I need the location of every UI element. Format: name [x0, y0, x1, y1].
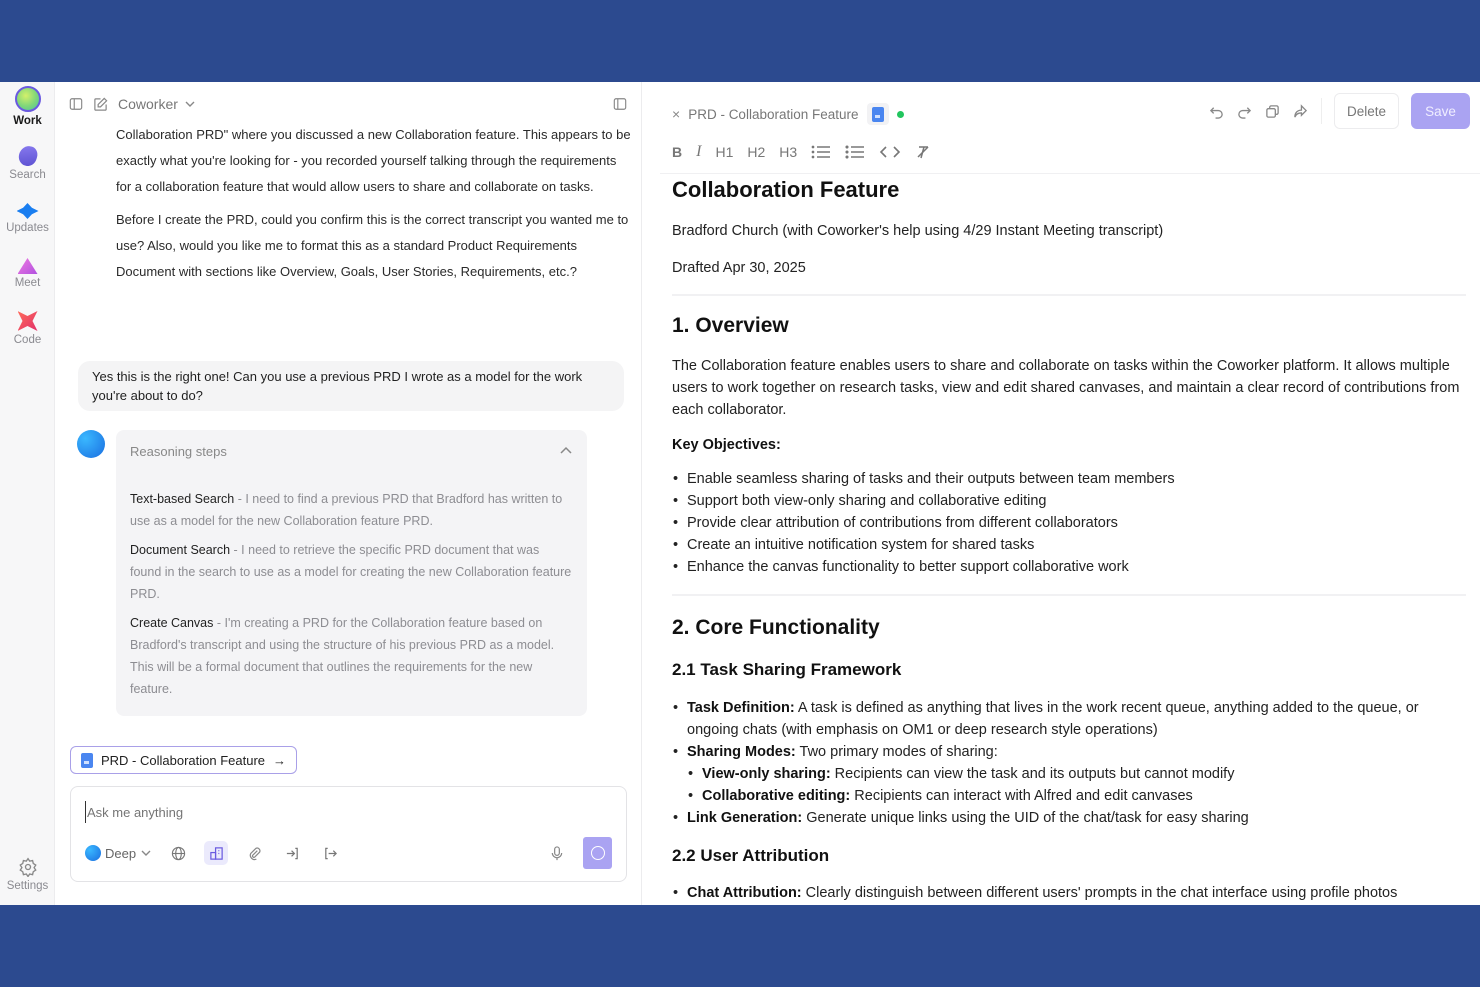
- heading1-button[interactable]: H1: [715, 144, 734, 160]
- section-divider: [672, 294, 1466, 296]
- objectives-list: [672, 468, 1466, 578]
- assistant-message: [116, 122, 631, 292]
- deep-mode-orb-icon: [85, 845, 101, 861]
- sign-in-icon: [285, 846, 300, 861]
- sync-status-dot: [897, 111, 904, 118]
- agent-name: Coworker: [118, 96, 178, 112]
- arrow-right-icon: →: [273, 752, 287, 768]
- document-title: Collaboration Feature: [672, 177, 900, 202]
- key-objectives-label: Key Objectives:: [672, 437, 781, 453]
- list-item: [672, 882, 1466, 904]
- undo-icon[interactable]: [1209, 103, 1225, 119]
- section-heading-core: 2. Core Functionality: [672, 616, 880, 639]
- document-actions: [1209, 93, 1470, 129]
- formatting-toolbar: [672, 140, 931, 164]
- code-button[interactable]: [879, 145, 901, 159]
- doc-chip-label: PRD - Collaboration Feature: [101, 752, 266, 768]
- definition: Recipients can view the task and its outputs but cannot modify: [830, 766, 1235, 782]
- clear-format-icon: [915, 144, 931, 160]
- updates-star-icon: [17, 203, 39, 219]
- drafted-date: Drafted Apr 30, 2025: [672, 260, 806, 276]
- rail-item-updates[interactable]: [0, 203, 55, 234]
- new-chat-edit-icon[interactable]: [93, 97, 108, 112]
- step-name: Create Canvas: [130, 616, 214, 630]
- task-sharing-list: [672, 697, 1466, 829]
- send-circle-icon: [591, 846, 605, 860]
- reasoning-toggle[interactable]: [130, 442, 573, 460]
- definition: Recipients can interact with Alfred and edit canvases: [850, 788, 1193, 804]
- step-text: - I need to retrieve the specific PRD document that was found in the search to use as a model for creating the new Collaboration feature PRD.: [130, 543, 572, 601]
- voice-input-button[interactable]: [545, 841, 569, 865]
- overview-paragraph: The Collaboration feature enables users to share and collaborate on tasks within the Coworker platform. It allows multiple users to work together on research tasks, view and edit shared canvases, and maintain a clear record of contributions from each collaborator.: [672, 358, 1460, 418]
- attach-button[interactable]: [242, 841, 266, 865]
- panel-layout-icon[interactable]: [613, 97, 627, 111]
- copy-icon[interactable]: [1265, 103, 1281, 119]
- assistant-avatar: [77, 430, 105, 458]
- globe-icon: [171, 846, 186, 861]
- bold-button[interactable]: B: [672, 144, 683, 160]
- import-button[interactable]: [280, 841, 304, 865]
- attribution-list: [672, 882, 1466, 904]
- ordered-list-button[interactable]: [845, 144, 865, 160]
- google-doc-icon: [872, 107, 884, 122]
- redo-icon[interactable]: [1237, 103, 1253, 119]
- term: Task Definition:: [687, 700, 795, 716]
- document-canvas-panel: [642, 82, 1480, 905]
- list-item: • Enhance the canvas functionality to better support collaborative work: [672, 556, 1466, 578]
- google-doc-button[interactable]: [867, 103, 889, 125]
- chevron-down-icon: [140, 847, 152, 859]
- code-brackets-icon: [879, 145, 901, 159]
- chat-header: [69, 94, 627, 114]
- agent-selector[interactable]: [118, 96, 196, 112]
- reasoning-steps-panel: [116, 430, 587, 716]
- save-button[interactable]: Save: [1411, 93, 1470, 129]
- rail-item-label: Code: [13, 334, 42, 346]
- bullet-list-button[interactable]: [811, 144, 831, 160]
- document-body[interactable]: [672, 175, 1466, 905]
- clear-format-button[interactable]: [915, 144, 931, 160]
- rail-item-settings[interactable]: [0, 857, 55, 892]
- mode-label: Deep: [105, 845, 137, 861]
- subsection-heading: 2.2 User Attribution: [672, 846, 830, 865]
- message-composer: [70, 786, 627, 882]
- company-data-toggle[interactable]: [204, 841, 228, 865]
- video-frame-top-band: [0, 0, 1480, 82]
- toolbar-divider: [660, 173, 1480, 174]
- microphone-icon: [550, 846, 564, 861]
- reasoning-step: [130, 488, 573, 532]
- section-heading-overview: 1. Overview: [672, 314, 789, 337]
- paperclip-icon: [247, 846, 262, 861]
- list-item: [672, 741, 1466, 763]
- send-button[interactable]: [583, 837, 612, 869]
- assistant-paragraph: Collaboration PRD" where you discussed a new Collaboration feature. This appears to be exactly what you're looking for - you recorded yourself talking through the requirements for a collaboration feature that would allow users to share and collaborate on tasks.: [116, 127, 631, 194]
- step-text: - I'm creating a PRD for the Collaboration feature based on Bradford's transcript and using the structure of his previous PRD as a model. This will be a formal document that outlines the requirements for the new feature.: [130, 616, 555, 696]
- section-divider: [672, 594, 1466, 596]
- google-doc-icon: [81, 753, 93, 768]
- building-icon: [209, 846, 224, 861]
- italic-button[interactable]: I: [696, 143, 702, 160]
- list-item: [672, 807, 1466, 829]
- list-item: [672, 763, 1466, 785]
- rail-item-label: Updates: [6, 222, 49, 234]
- document-tab-name: PRD - Collaboration Feature: [688, 106, 859, 122]
- toolbar-divider: [1321, 98, 1322, 124]
- heading2-button[interactable]: H2: [747, 144, 766, 160]
- meet-triangle-icon: [18, 258, 38, 274]
- list-item: • Enable seamless sharing of tasks and their outputs between team members: [672, 468, 1466, 490]
- rail-item-label: Work: [13, 115, 42, 127]
- composer-toolbar: [85, 839, 612, 867]
- code-star-icon: [18, 311, 38, 331]
- author-line: Bradford Church (with Coworker's help using 4/29 Instant Meeting transcript): [672, 223, 1164, 239]
- open-document-chip[interactable]: [70, 746, 297, 774]
- term: Chat Attribution:: [687, 885, 802, 901]
- mode-selector[interactable]: [85, 845, 152, 861]
- user-message: Yes this is the right one! Can you use a previous PRD I wrote as a model for the work you're about to do?: [78, 361, 624, 411]
- list-item: [672, 785, 1466, 807]
- web-search-toggle[interactable]: [166, 841, 190, 865]
- assistant-paragraph: Before I create the PRD, could you confirm this is the correct transcript you wanted me to use? Also, would you like me to format this as a standard Product Requirements Document with sections like Overview, Goals, User Stories, Requirements, etc.?: [116, 212, 629, 279]
- term: Sharing Modes:: [687, 744, 796, 760]
- reasoning-step: [130, 539, 573, 605]
- term: View-only sharing:: [702, 766, 831, 782]
- definition: Two primary modes of sharing:: [795, 744, 998, 760]
- delete-button[interactable]: Delete: [1334, 93, 1399, 129]
- definition: Generate unique links using the UID of the chat/task for easy sharing: [802, 810, 1249, 826]
- rail-item-search[interactable]: [0, 146, 55, 181]
- list-item: [672, 697, 1466, 741]
- sidebar-toggle-icon[interactable]: [69, 97, 83, 111]
- subsection-heading: 2.1 Task Sharing Framework: [672, 660, 902, 679]
- ordered-list-icon: [845, 144, 865, 160]
- chat-panel: [55, 82, 642, 905]
- list-item: • Provide clear attribution of contributions from different collaborators: [672, 512, 1466, 534]
- term: Collaborative editing:: [702, 788, 851, 804]
- list-item: • Create an intuitive notification system for shared tasks: [672, 534, 1466, 556]
- bullet-list-icon: [811, 144, 831, 160]
- video-frame-bottom-band: [0, 905, 1480, 987]
- close-document-icon[interactable]: ×: [672, 106, 681, 122]
- rail-item-label: Search: [9, 169, 46, 181]
- rail-item-label: Settings: [6, 880, 49, 892]
- message-input[interactable]: [85, 801, 605, 823]
- chevron-up-icon: [559, 444, 573, 458]
- step-name: Text-based Search: [130, 492, 235, 506]
- reasoning-title: Reasoning steps: [130, 443, 227, 459]
- left-nav-rail: [0, 82, 55, 905]
- definition: A task is defined as anything that lives in the work recent queue, anything added to the queue, or ongoing chats (with emphasis on OM1 or deep research style operations): [687, 700, 1419, 738]
- rail-item-code[interactable]: [0, 311, 55, 346]
- list-item: • Support both view-only sharing and collaborative editing: [672, 490, 1466, 512]
- reasoning-step: [130, 612, 573, 700]
- gear-icon: [18, 857, 38, 877]
- export-button[interactable]: [318, 841, 342, 865]
- step-text: - I need to find a previous PRD that Bradford has written to use as a model for the new Collaboration feature PRD.: [130, 492, 563, 528]
- term: Link Generation:: [687, 810, 803, 826]
- rail-item-label: Meet: [14, 277, 41, 289]
- rail-item-meet[interactable]: [0, 258, 55, 289]
- app-window: [0, 82, 1480, 905]
- share-icon[interactable]: [1293, 103, 1309, 119]
- rail-item-work[interactable]: [0, 86, 55, 127]
- sign-out-icon: [323, 846, 338, 861]
- heading3-button[interactable]: H3: [779, 144, 798, 160]
- chevron-down-icon: [184, 98, 196, 110]
- work-orb-icon: [15, 86, 41, 112]
- step-name: Document Search: [130, 543, 231, 557]
- search-blob-icon: [16, 144, 39, 168]
- definition: Clearly distinguish between different users' prompts in the chat interface using profile photos: [801, 885, 1398, 901]
